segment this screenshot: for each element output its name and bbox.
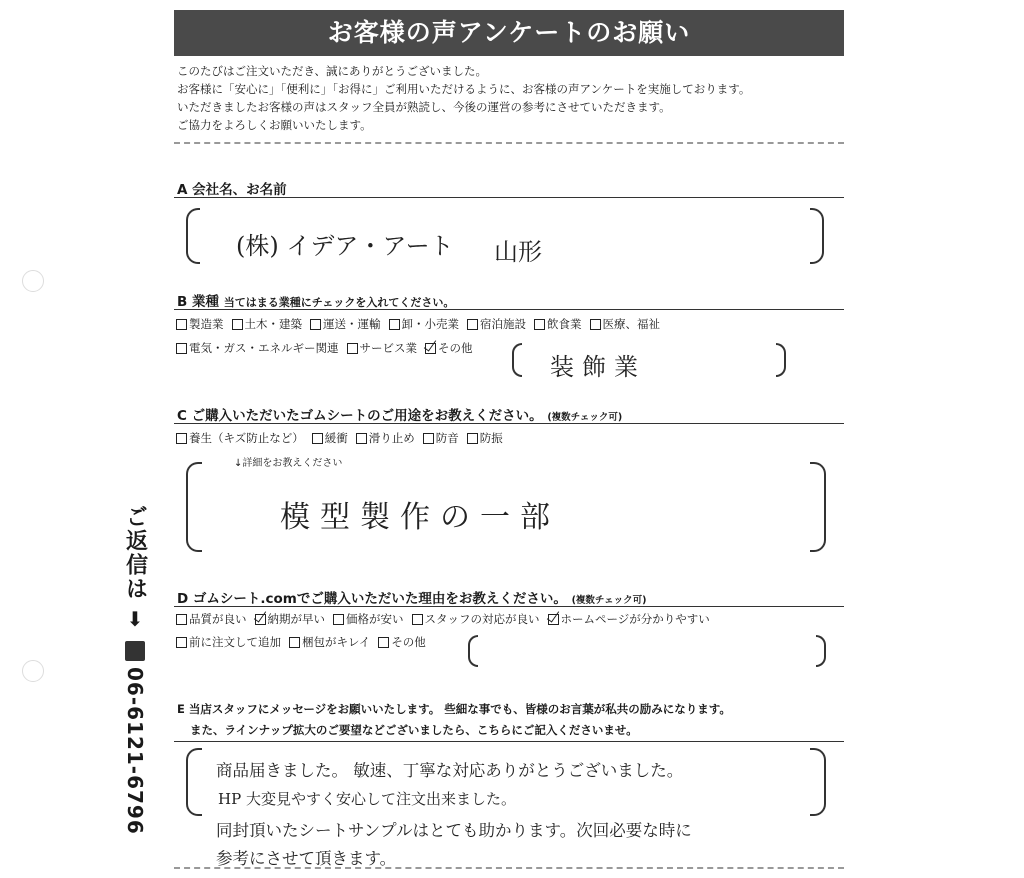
bracket-left xyxy=(186,748,202,816)
message-line-1[interactable]: 商品届きました。 敏速、丁寧な対応ありがとうございました。 xyxy=(216,761,684,780)
detail-prompt: ↓詳細をお教えください xyxy=(234,458,343,469)
checkbox[interactable] xyxy=(423,433,434,444)
usage-option[interactable]: 滑り止め xyxy=(356,430,415,446)
reason-option[interactable]: 納期が早い xyxy=(255,611,326,627)
industry-option[interactable]: 宿泊施設 xyxy=(467,316,526,332)
checkbox[interactable] xyxy=(412,614,423,625)
checkbox[interactable] xyxy=(289,637,300,648)
checkbox[interactable] xyxy=(310,319,321,330)
reason-option[interactable]: 梱包がキレイ xyxy=(289,634,370,650)
answer-name[interactable]: 山形 xyxy=(494,238,542,266)
checkbox[interactable] xyxy=(333,614,344,625)
reason-option[interactable]: 価格が安い xyxy=(333,611,404,627)
industry-row-2 xyxy=(176,340,473,356)
checkbox-checked[interactable] xyxy=(425,343,436,354)
industry-option[interactable]: 電気・ガス・エネルギー関連 xyxy=(176,340,339,356)
reason-option[interactable]: スタッフの対応が良い xyxy=(412,611,540,627)
section-b-rule xyxy=(174,309,844,310)
bracket-right xyxy=(810,462,826,552)
bracket-left xyxy=(512,343,522,377)
fax-reply-sidebar xyxy=(118,505,152,865)
section-e-line-2: また、ラインナップ拡大のご要望などございましたら、こちらにご記入くださいませ。 xyxy=(190,723,638,737)
bracket-left xyxy=(468,635,478,667)
section-d-title xyxy=(177,587,647,607)
section-b-subtitle: 当てはまる業種にチェックを入れてください。 xyxy=(223,296,455,309)
section-e-line-1: E 当店スタッフにメッセージをお願いいたします。 些細な事でも、皆様のお言葉が私共の励みになります。 xyxy=(177,702,731,716)
survey-title: お客様の声アンケートのお願い xyxy=(174,10,844,56)
intro-line-2: お客様に「安心に」「便利に」「お得に」ご利用いただけるように、お客様の声アンケートを実施しております。 xyxy=(177,82,751,96)
checkbox[interactable] xyxy=(378,637,389,648)
punch-hole xyxy=(22,660,44,682)
message-line-4[interactable]: 参考にさせて頂きます。 xyxy=(216,849,397,868)
section-b-title xyxy=(177,290,454,310)
message-line-3[interactable]: 同封頂いたシートサンプルはとても助かります。次回必要な時に xyxy=(216,821,692,840)
section-b-label: B 業種 xyxy=(177,294,219,310)
bracket-right xyxy=(816,635,826,667)
checkbox-checked[interactable] xyxy=(255,614,266,625)
answer-industry-other[interactable]: 装飾業 xyxy=(550,353,646,381)
intro-line-4: ご協力をよろしくお願いいたします。 xyxy=(177,118,372,132)
checkbox[interactable] xyxy=(467,319,478,330)
fax-number: 06-6121-6796 xyxy=(123,667,147,835)
section-a-title: A 会社名、お名前 xyxy=(177,182,287,198)
checkbox[interactable] xyxy=(312,433,323,444)
reason-option[interactable]: 前に注文して追加 xyxy=(176,634,281,650)
intro-line-1: このたびはご注文いただき、誠にありがとうございました。 xyxy=(177,64,488,78)
bracket-left xyxy=(186,462,202,552)
section-a-rule xyxy=(174,197,844,198)
section-e-rule xyxy=(174,741,844,742)
industry-row-1 xyxy=(176,316,660,332)
section-c-label: C ご購入いただいたゴムシートのご用途をお教えください。 xyxy=(177,408,543,424)
industry-option[interactable]: 製造業 xyxy=(176,316,224,332)
checkbox[interactable] xyxy=(347,343,358,354)
checkbox[interactable] xyxy=(176,343,187,354)
industry-option[interactable]: 医療、福祉 xyxy=(590,316,661,332)
industry-option[interactable]: 運送・運輸 xyxy=(310,316,381,332)
section-d-rule xyxy=(174,606,844,607)
bracket-right xyxy=(810,208,824,264)
reply-label: ご返信は xyxy=(122,505,148,601)
punch-hole xyxy=(22,270,44,292)
section-d-label: D ゴムシート.comでご購入いただいた理由をお教えください。 xyxy=(177,591,567,607)
checkbox[interactable] xyxy=(534,319,545,330)
industry-option-other[interactable]: その他 xyxy=(425,340,473,356)
checkbox[interactable] xyxy=(356,433,367,444)
checkbox[interactable] xyxy=(176,637,187,648)
bracket-right xyxy=(776,343,786,377)
reason-row-1 xyxy=(176,611,710,627)
answer-company[interactable]: (株) イデア・アート xyxy=(236,232,454,260)
reason-option[interactable]: ホームページが分かりやすい xyxy=(548,611,710,627)
industry-option[interactable]: 卸・小売業 xyxy=(389,316,460,332)
checkbox[interactable] xyxy=(176,319,187,330)
intro-line-3: いただきましたお客様の声はスタッフ全員が熟読し、今後の運営の参考にさせていただきます。 xyxy=(177,100,671,114)
industry-option[interactable]: 土木・建築 xyxy=(232,316,303,332)
bracket-right xyxy=(810,748,826,816)
checkbox-checked[interactable] xyxy=(548,614,559,625)
industry-option[interactable]: 飲食業 xyxy=(534,316,582,332)
checkbox[interactable] xyxy=(176,614,187,625)
checkbox[interactable] xyxy=(232,319,243,330)
divider xyxy=(174,142,844,144)
checkbox[interactable] xyxy=(590,319,601,330)
usage-row xyxy=(176,430,503,446)
checkbox[interactable] xyxy=(467,433,478,444)
usage-option[interactable]: 緩衝 xyxy=(312,430,348,446)
section-c-rule xyxy=(174,423,844,424)
arrow-down-icon: ⬇ xyxy=(126,607,144,631)
fax-icon xyxy=(125,641,145,661)
section-d-note: (複数チェック可) xyxy=(571,595,647,606)
reason-option[interactable]: 品質が良い xyxy=(176,611,247,627)
checkbox[interactable] xyxy=(176,433,187,444)
usage-option[interactable]: 防振 xyxy=(467,430,503,446)
industry-option[interactable]: サービス業 xyxy=(347,340,418,356)
message-line-2[interactable]: HP 大変見やすく安心して注文出来ました。 xyxy=(218,790,516,808)
answer-usage-detail[interactable]: 模型製作の一部 xyxy=(280,500,560,535)
usage-option[interactable]: 防音 xyxy=(423,430,459,446)
usage-option[interactable]: 養生（キズ防止など） xyxy=(176,430,304,446)
reason-row-2 xyxy=(176,634,426,650)
bracket-left xyxy=(186,208,200,264)
divider-bottom xyxy=(174,867,844,869)
checkbox[interactable] xyxy=(389,319,400,330)
section-c-title xyxy=(177,404,622,424)
section-c-note: (複数チェック可) xyxy=(547,412,623,423)
reason-option[interactable]: その他 xyxy=(378,634,426,650)
